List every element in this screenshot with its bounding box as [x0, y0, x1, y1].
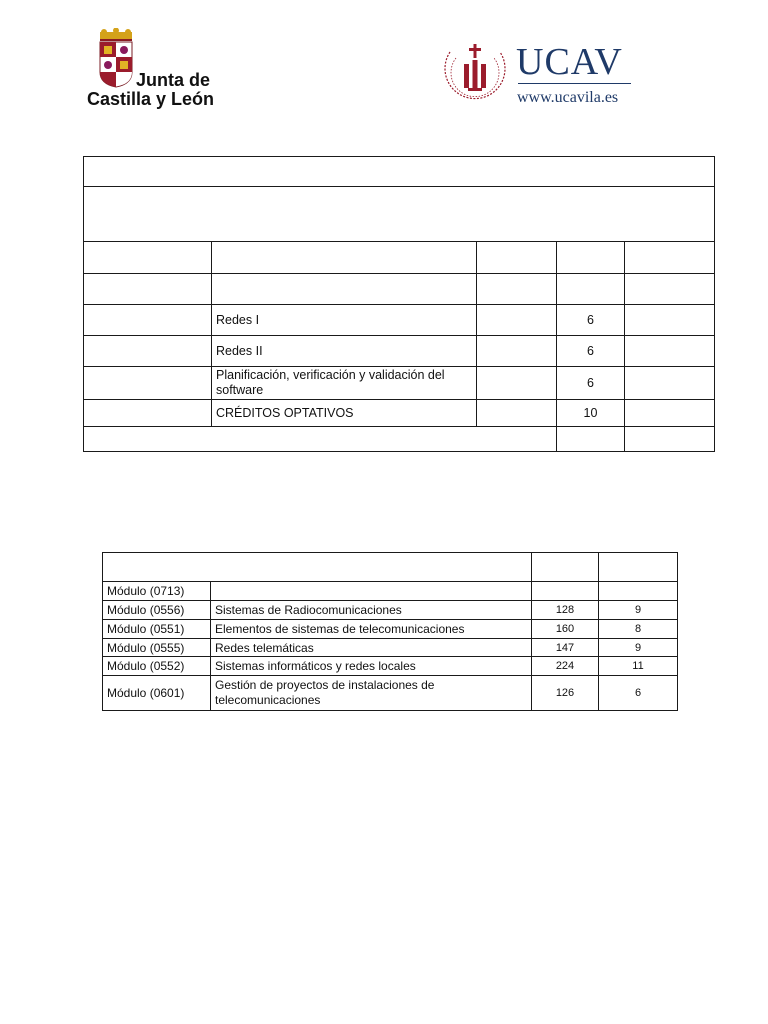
- table-header-row: [103, 553, 678, 582]
- module-code-cell: Módulo (0551): [103, 620, 211, 639]
- table-cell: [625, 400, 715, 427]
- table-cell: [625, 274, 715, 305]
- table-row: [84, 400, 715, 427]
- module-credits-cell: 9: [599, 639, 678, 657]
- table-cell: Planificación, verificación y validación del software: [212, 367, 477, 400]
- module-code-cell: Módulo (0552): [103, 657, 211, 676]
- table-cell: 6: [557, 305, 625, 336]
- table-cell: [84, 367, 212, 400]
- table-cell: [625, 367, 715, 400]
- table-cell: [625, 336, 715, 367]
- table-cell: [84, 336, 212, 367]
- table-row: [103, 582, 678, 601]
- table-row: [103, 639, 678, 657]
- module-name-cell: Redes telemáticas: [211, 639, 532, 657]
- table-row: [84, 336, 715, 367]
- module-hours-cell: 160: [532, 620, 599, 639]
- module-name-cell: Sistemas de Radiocomunicaciones: [211, 601, 532, 620]
- table-cell: [84, 242, 212, 274]
- table-cell: [84, 400, 212, 427]
- module-name-cell: Elementos de sistemas de telecomunicaciones: [211, 620, 532, 639]
- jcyl-name-line2: Castilla y León: [87, 89, 215, 109]
- table-row: [84, 305, 715, 336]
- table-cell: [477, 305, 557, 336]
- module-credits-cell: 8: [599, 620, 678, 639]
- table-cell: [557, 274, 625, 305]
- subjects-table: [83, 156, 715, 452]
- ucav-seal-icon: [440, 38, 510, 110]
- module-credits-cell: 6: [599, 676, 678, 711]
- table-title-cell: [84, 157, 715, 187]
- ucav-divider: [518, 83, 631, 84]
- module-code-cell: Módulo (0601): [103, 676, 211, 711]
- module-name-cell: Gestión de proyectos de instalaciones de telecomunicaciones: [211, 676, 532, 711]
- ucav-name: UCAV: [516, 41, 623, 83]
- module-hours-cell: 128: [532, 601, 599, 620]
- table-cell: [477, 400, 557, 427]
- table-row: [84, 242, 715, 274]
- table-row: [103, 620, 678, 639]
- table-row: [103, 676, 678, 711]
- jcyl-name-line1: Junta de: [136, 70, 211, 90]
- module-name-cell: [211, 582, 532, 601]
- table-cell: [532, 553, 599, 582]
- table-total-row: [84, 427, 715, 452]
- table-cell: [84, 305, 212, 336]
- ucav-website-link[interactable]: www.ucavila.es: [517, 89, 619, 106]
- table-cell: 10: [557, 400, 625, 427]
- table-cell: [84, 274, 212, 305]
- table-cell: [212, 242, 477, 274]
- module-hours-cell: [532, 582, 599, 601]
- module-credits-cell: [599, 582, 678, 601]
- module-code-cell: Módulo (0713): [103, 582, 211, 601]
- module-hours-cell: 126: [532, 676, 599, 711]
- table-header-row: [84, 157, 715, 187]
- table-row: [103, 657, 678, 676]
- table-cell: [84, 427, 557, 452]
- table-cell: [103, 553, 532, 582]
- module-hours-cell: 224: [532, 657, 599, 676]
- jcyl-coat-of-arms-icon: [96, 28, 136, 88]
- module-hours-cell: 147: [532, 639, 599, 657]
- table-cell: [625, 427, 715, 452]
- table-cell: [477, 336, 557, 367]
- table-cell: [477, 274, 557, 305]
- table-cell: [557, 427, 625, 452]
- table-row: [84, 367, 715, 400]
- modules-table: [102, 552, 678, 711]
- module-code-cell: Módulo (0555): [103, 639, 211, 657]
- jcyl-logo: [87, 28, 230, 110]
- table-row: [84, 274, 715, 305]
- table-subheader-row: [84, 187, 715, 242]
- table-row: [103, 601, 678, 620]
- table-subtitle-cell: [84, 187, 715, 242]
- table-cell: [625, 242, 715, 274]
- table-cell: [599, 553, 678, 582]
- module-name-cell: Sistemas informáticos y redes locales: [211, 657, 532, 676]
- module-credits-cell: 9: [599, 601, 678, 620]
- table-cell: Redes I: [212, 305, 477, 336]
- module-credits-cell: 11: [599, 657, 678, 676]
- table-cell: [212, 274, 477, 305]
- table-cell: [477, 367, 557, 400]
- module-code-cell: Módulo (0556): [103, 601, 211, 620]
- table-cell: [557, 242, 625, 274]
- table-cell: 6: [557, 336, 625, 367]
- ucav-logo: [440, 38, 650, 114]
- table-cell: CRÉDITOS OPTATIVOS: [212, 400, 477, 427]
- table-cell: 6: [557, 367, 625, 400]
- table-cell: [477, 242, 557, 274]
- table-cell: Redes II: [212, 336, 477, 367]
- table-cell: [625, 305, 715, 336]
